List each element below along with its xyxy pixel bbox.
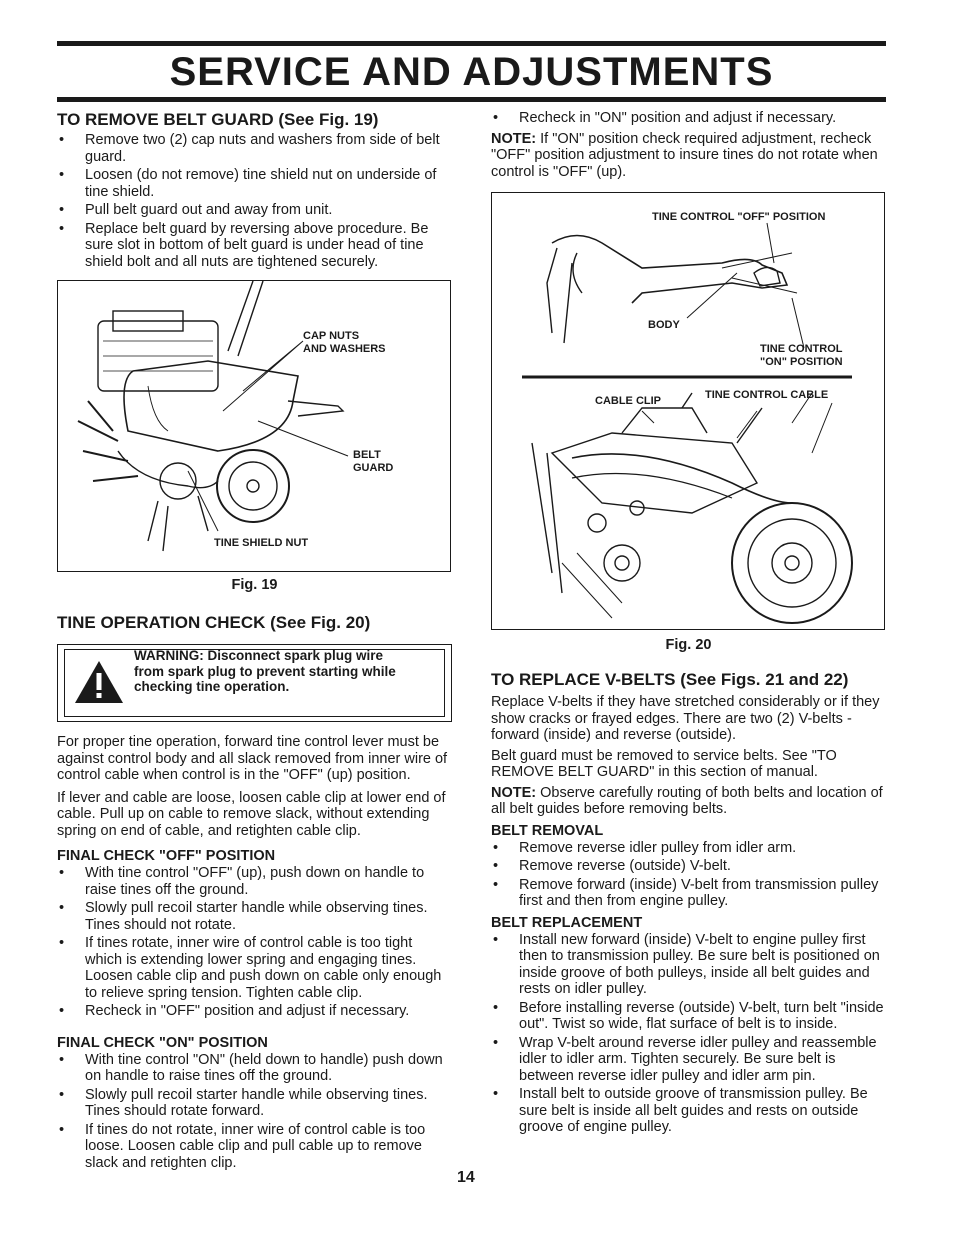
final-check-off-steps: [57, 865, 452, 1020]
list-item: • Before installing reverse (outside) V-belt, turn belt "inside out". Twist so wide, flat surface of belt is to inside.: [491, 1000, 886, 1033]
tine-control-cable-illustration: [492, 193, 884, 629]
belt-removal-steps: [491, 840, 886, 910]
header-rule-bottom: [57, 97, 886, 102]
vbelts-note-text: Observe carefully routing of both belts and location of all belt guides before removing belts.: [491, 784, 883, 817]
list-item: • Install belt to outside groove of transmission pulley. Be sure belt is inside all belt guides and rests on outside groove of engine pulley.: [491, 1086, 886, 1136]
vbelts-note-label: NOTE:: [491, 784, 537, 801]
list-item: • Remove reverse idler pulley from idler arm.: [491, 840, 886, 857]
belt-replacement-steps: [491, 932, 886, 1136]
label-off-position: TINE CONTROL "OFF" POSITION: [652, 211, 826, 223]
fig-20-caption: Fig. 20: [665, 637, 712, 653]
belt-guard-heading: TO REMOVE BELT GUARD (See Fig. 19): [57, 110, 379, 129]
note-label: NOTE:: [491, 130, 537, 147]
label-cap-nuts: CAP NUTS: [303, 330, 360, 342]
tiller-belt-guard-illustration: [58, 281, 450, 571]
label-belt: BELT: [353, 449, 381, 461]
note-text: If "ON" position check required adjustment, recheck "OFF" position adjustment to insure tines do not rotate when control is "OFF" (up).: [491, 130, 878, 180]
label-and-washers: AND WASHERS: [303, 343, 386, 355]
figure-20: [491, 192, 885, 630]
list-item: • Remove forward (inside) V-belt from transmission pulley first and then from engine pulley.: [491, 877, 886, 910]
belt-guard-steps: [57, 132, 452, 270]
label-body: BODY: [648, 319, 680, 331]
belt-replacement-heading: BELT REPLACEMENT: [491, 914, 643, 931]
note-on-position: [491, 131, 886, 181]
warning-box: [57, 644, 452, 722]
vbelts-paragraph-2: Belt guard must be removed to service belts. See "TO REMOVE BELT GUARD" in this section of manual.: [491, 747, 837, 780]
page-number: 14: [457, 1169, 475, 1186]
list-item: • Pull belt guard out and away from unit.: [57, 202, 452, 219]
warning-icon: [73, 659, 125, 705]
list-item: • Slowly pull recoil starter handle while observing tines. Tines should rotate forward.: [57, 1087, 452, 1120]
list-item: • Replace belt guard by reversing above procedure. Be sure slot in bottom of belt guard is under head of tine shield bolt and all nuts are tightened securely.: [57, 221, 452, 271]
list-item: • Remove reverse (outside) V-belt.: [491, 858, 886, 875]
list-item: • Remove two (2) cap nuts and washers from side of belt guard.: [57, 132, 452, 165]
list-item: • Loosen (do not remove) tine shield nut on underside of tine shield.: [57, 167, 452, 200]
right-column: [491, 110, 886, 1138]
list-item: • Install new forward (inside) V-belt to engine pulley first then to transmission pulley. Be sure belt is positioned on inside groove of both pulleys, inside all belt guides and rests on idler pulley.: [491, 932, 886, 998]
vbelts-note: [491, 785, 886, 818]
header-rule-top: [57, 41, 886, 46]
final-check-off-heading: FINAL CHECK "OFF" POSITION: [57, 848, 276, 864]
list-item: • Recheck in "ON" position and adjust if necessary.: [491, 110, 886, 127]
belt-removal-heading: BELT REMOVAL: [491, 822, 604, 839]
page-title: SERVICE AND ADJUSTMENTS: [169, 50, 774, 94]
label-cable-clip: CABLE CLIP: [595, 395, 661, 407]
tine-check-paragraph-1: For proper tine operation, forward tine control lever must be against control body and all slack removed from inner wire of control cable when control is in the "OFF" (up) position.: [57, 734, 448, 783]
final-check-on-heading: FINAL CHECK "ON" POSITION: [57, 1034, 268, 1051]
list-item: • If tines rotate, inner wire of control cable is too tight which is extending lower spring and engaging tines. Loosen cable clip and push down on cable only enough to relieve spring tension. Tighten cable clip.: [57, 935, 452, 1001]
tine-check-paragraph-2: If lever and cable are loose, loosen cable clip at lower end of cable. Pull up on cable to remove slack, without extending spring on end of cable, and retighten cable clip.: [57, 789, 446, 839]
list-item: • With tine control "ON" (held down to handle) push down on handle to raise tines off the ground.: [57, 1052, 452, 1085]
list-item: • Wrap V-belt around reverse idler pulley and reassemble idler to idler arm. Tighten securely. Be sure belt is between reverse idler pulley and idler arm pin.: [491, 1035, 886, 1085]
label-on-position-line1: TINE CONTROL: [760, 343, 843, 355]
tine-check-heading: TINE OPERATION CHECK (See Fig. 20): [57, 613, 371, 632]
fig-19-caption: Fig. 19: [231, 577, 278, 593]
list-item: • Recheck in "OFF" position and adjust if necessary.: [57, 1003, 452, 1020]
warning-line-2: from spark plug to prevent starting while: [134, 663, 396, 679]
label-on-position-line2: "ON" POSITION: [760, 356, 843, 368]
final-check-on-steps: [57, 1052, 452, 1172]
label-tine-control-cable: TINE CONTROL CABLE: [705, 389, 829, 401]
list-item: • If tines do not rotate, inner wire of control cable is too loose. Loosen cable clip and pull cable up to remove slack and retighten clip.: [57, 1122, 452, 1172]
list-item: • Slowly pull recoil starter handle while observing tines. Tines should not rotate.: [57, 900, 452, 933]
left-column: [57, 110, 452, 1173]
vbelts-paragraph-1: Replace V-belts if they have stretched considerably or if they show cracks or frayed edges. There are two (2) V-belts - forward (inside) and reverse (outside).: [491, 694, 880, 743]
label-tine-shield-nut: TINE SHIELD NUT: [214, 537, 309, 549]
warning-line-1: WARNING: Disconnect spark plug wire: [134, 648, 384, 663]
label-guard: GUARD: [353, 462, 394, 474]
vbelts-heading: TO REPLACE V-BELTS (See Figs. 21 and 22): [491, 670, 849, 689]
warning-line-3: checking tine operation.: [134, 679, 290, 694]
list-item: • With tine control "OFF" (up), push down on handle to raise tines off the ground.: [57, 865, 452, 898]
recheck-list: [491, 110, 886, 127]
figure-19: [57, 280, 451, 572]
